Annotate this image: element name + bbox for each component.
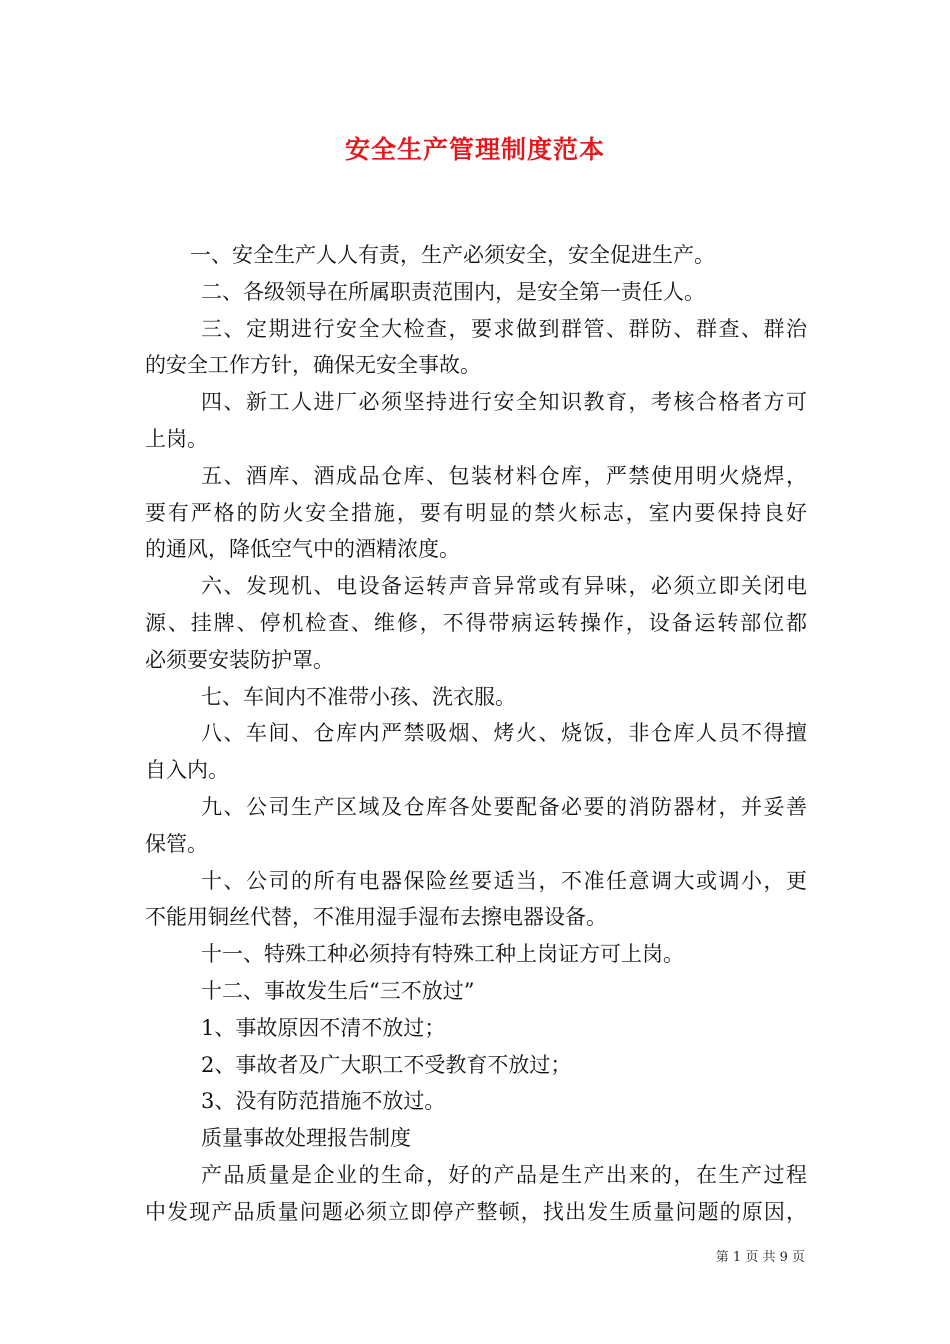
text-line: 十一、特殊工种必须持有特殊工种上岗证方可上岗。 — [201, 942, 684, 967]
text-line: 不能用铜丝代替，不准用湿手湿布去擦电器设备。 — [145, 905, 607, 930]
text-line: 八、车间、仓库内严禁吸烟、烤火、烧饭，非仓库人员不得擅 — [201, 721, 807, 746]
text-line: 源、挂牌、停机检查、维修，不得带病运转操作，设备运转部位都 — [145, 610, 807, 635]
text-line: 的通风，降低空气中的酒精浓度。 — [145, 537, 460, 562]
text-line: 保管。 — [145, 831, 208, 856]
text-line: 质量事故处理报告制度 — [201, 1126, 411, 1151]
text-line: 四、新工人进厂必须坚持进行安全知识教育，考核合格者方可 — [201, 390, 807, 415]
text-line: 上岗。 — [145, 426, 208, 451]
text-line: 十、公司的所有电器保险丝要适当，不准任意调大或调小，更 — [201, 868, 807, 893]
text-line: 三、定期进行安全大检查，要求做到群管、群防、群查、群治 — [201, 316, 807, 341]
page-number: 第 1 页 共 9 页 — [715, 1250, 805, 1265]
document-title: 安全生产管理制度范本 — [344, 135, 605, 164]
text-line: 的安全工作方针，确保无安全事故。 — [145, 353, 481, 378]
text-line: 必须要安装防护罩。 — [145, 647, 334, 672]
text-line: 九、公司生产区域及仓库各处要配备必要的消防器材，并妥善 — [201, 794, 807, 819]
text-line: 七、车间内不准带小孩、洗衣服。 — [201, 684, 516, 709]
text-line: 2、事故者及广大职工不受教育不放过； — [201, 1052, 572, 1077]
document-body — [145, 237, 807, 1231]
text-line: 3、没有防范措施不放过。 — [201, 1089, 446, 1114]
text-line: 五、酒库、酒成品仓库、包装材料仓库，严禁使用明火烧焊， — [201, 463, 807, 488]
text-line: 六、发现机、电设备运转声音异常或有异味，必须立即关闭电 — [201, 574, 807, 599]
text-line: 中发现产品质量问题必须立即停产整顿，找出发生质量问题的原因， — [145, 1199, 807, 1224]
text-line: 自入内。 — [145, 758, 229, 783]
text-line: 十二、事故发生后“三不放过” — [201, 978, 475, 1003]
text-line: 要有严格的防火安全措施，要有明显的禁火标志，室内要保持良好 — [145, 500, 807, 525]
text-line: 1、事故原因不清不放过； — [201, 1015, 446, 1040]
text-line: 产品质量是企业的生命，好的产品是生产出来的，在生产过程 — [201, 1162, 807, 1187]
text-line: 二、各级领导在所属职责范围内，是安全第一责任人。 — [201, 279, 705, 304]
text-line: 一、安全生产人人有责，生产必须安全，安全促进生产。 — [190, 243, 715, 267]
